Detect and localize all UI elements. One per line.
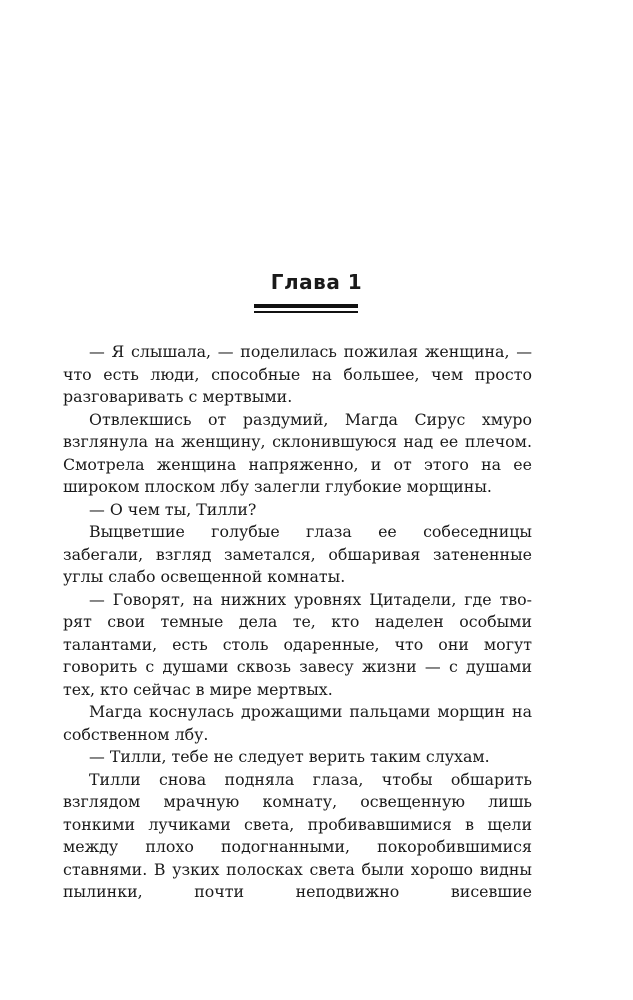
chapter-title-underline-thick xyxy=(254,304,358,308)
paragraph: Тилли снова подняла глаза, чтобы обшарить взглядом мрачную комнату, освещенную лишь тонкими лучиками света, пробивавшимися в щели между плохо подогнанными, покоробившимися ставнями. В узких полосках света были хорошо видны пылинки, почти неподвижно висевшие xyxy=(63,769,532,901)
paragraph: — Говорят, на нижних уровнях Цитадели, где творят свои темные дела те, кто наделен особыми талантами, есть столь одаренные, что они могут говорить с душами сквозь завесу жизни — с душами тех, кто сейчас в мире мертвых. xyxy=(63,589,532,699)
chapter-title: Глава 1 xyxy=(270,270,363,294)
paragraph: Выцветшие голубые глаза ее собеседницы забегали, взгляд заметался, обшаривая затененные углы слабо освещенной комнаты. xyxy=(63,522,532,586)
chapter-title-underline-thin xyxy=(254,311,358,313)
paragraph: Отвлекшись от раздумий, Магда Сирус хмуро взглянула на женщину, склонившуюся над ее плечом. Смотрела женщина напряженно, и от этого на ее широком плоском лбу залегли глубокие морщины. xyxy=(63,409,532,496)
paragraph: — Я слышала, — поделилась пожилая женщина, — что есть люди, способные на большее, чем просто разговаривать с мертвыми. xyxy=(63,342,532,406)
paragraph: — О чем ты, Тилли? xyxy=(89,499,257,519)
paragraph: Магда коснулась дрожащими пальцами морщин на собственном лбу. xyxy=(63,702,532,744)
chapter-text xyxy=(63,341,532,904)
paragraph: — Тилли, тебе не следует верить таким слухам. xyxy=(89,747,490,766)
